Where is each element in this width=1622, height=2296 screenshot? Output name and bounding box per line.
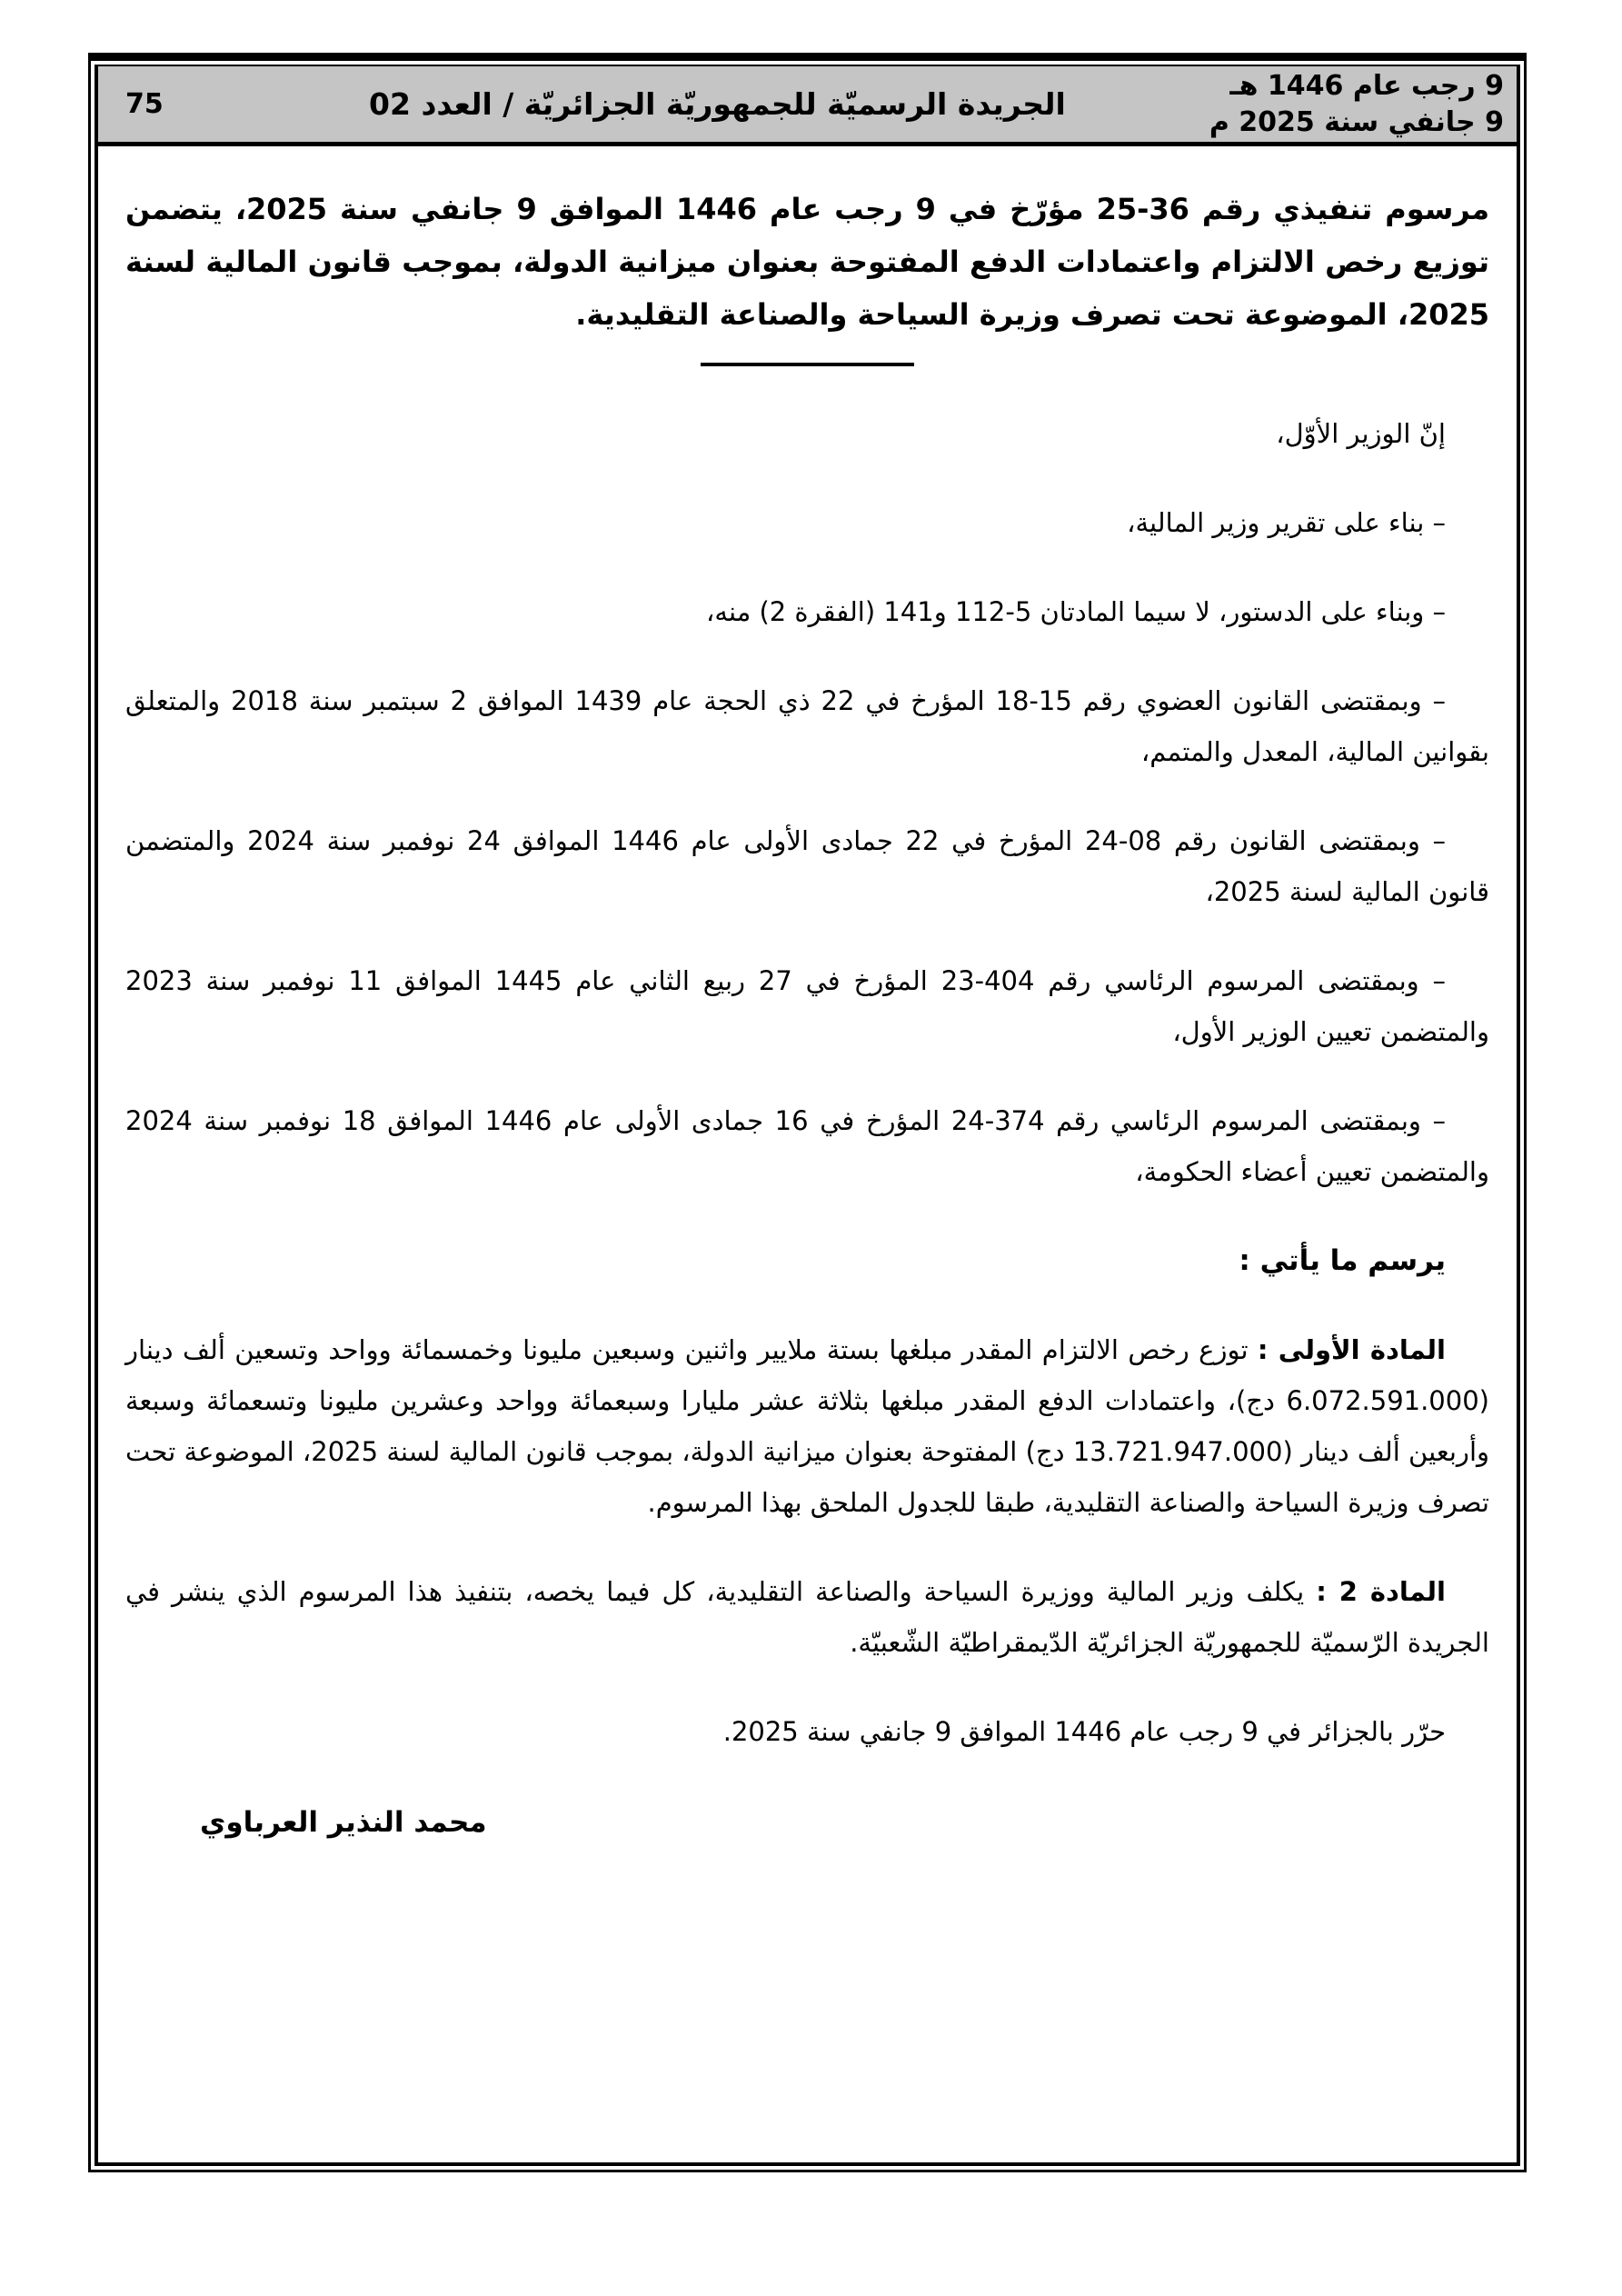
enactment-formula: يرسم ما يأتي :	[1239, 1244, 1446, 1277]
visa-clause: – بناء على تقرير وزير المالية،	[1127, 507, 1446, 538]
article-2-label: المادة 2 :	[1316, 1576, 1446, 1607]
gazette-header	[98, 66, 1517, 146]
section-divider	[701, 363, 914, 366]
decree-title: مرسوم تنفيذي رقم 36-25 مؤرّخ في 9 رجب عام 1446 الموافق 9 جانفي سنة 2025، يتضمن توزيع رخص الالتزام واعتمادات الدفع المفتوحة بعنوان ميزانية الدولة، بموجب قانون المالية لسنة 2025، الموضوعة تحت تصرف وزيرة السياحة والصناعة التقليدية.	[125, 192, 1490, 332]
page-frame	[88, 53, 1527, 2172]
visa-clause: – وبمقتضى المرسوم الرئاسي رقم 374-24 المؤرخ في 16 جمادى الأولى عام 1446 الموافق 18 نوفمبر سنة 2024 والمتضمن تعيين أعضاء الحكومة،	[125, 1105, 1489, 1187]
article-2-text: يكلف وزير المالية ووزيرة السياحة والصناعة التقليدية، كل فيما يخصه، بتنفيذ هذا المرسوم الذي ينشر في الجريدة الرّسميّة للجمهوريّة الجزائريّة الدّيمقراطيّة الشّعبيّة.	[125, 1576, 1489, 1658]
article-1	[125, 1324, 1489, 1528]
visa-clause: – وبمقتضى القانون رقم 08-24 المؤرخ في 22 جمادى الأولى عام 1446 الموافق 24 نوفمبر سنة 2024 والمتضمن قانون المالية لسنة 2025،	[125, 825, 1489, 907]
visa-clause: – وبناء على الدستور، لا سيما المادتان 5-112 و141 (الفقرة 2) منه،	[706, 596, 1446, 627]
article-1-label: المادة الأولى :	[1257, 1334, 1446, 1365]
preamble-intro: إنّ الوزير الأوّل،	[1276, 418, 1446, 449]
page-number: 75	[125, 88, 164, 120]
decree-body	[98, 146, 1517, 1848]
closing-line: حرّر بالجزائر في 9 رجب عام 1446 الموافق 9 جانفي سنة 2025.	[722, 1716, 1446, 1747]
article-2	[125, 1566, 1489, 1668]
signature: محمد النذير العرباوي	[200, 1806, 487, 1839]
date-gregorian: 9 جانفي سنة 2025 م	[1209, 105, 1504, 138]
journal-title: الجريدة الرسميّة للجمهوريّة الجزائريّة / العدد 02	[369, 86, 1066, 122]
issue-dates	[1209, 68, 1504, 141]
date-hijri: 9 رجب عام 1446 هـ	[1229, 69, 1504, 102]
visa-clause: – وبمقتضى المرسوم الرئاسي رقم 404-23 المؤرخ في 27 ربيع الثاني عام 1445 الموافق 11 نوفمبر سنة 2023 والمتضمن تعيين الوزير الأول،	[125, 965, 1489, 1047]
article-1-text: توزع رخص الالتزام المقدر مبلغها بستة ملايير واثنين وسبعين مليونا وخمسمائة وواحد وتسعين ألف دينار (6.072.591.000 دج)، واعتمادات الدفع المقدر مبلغها بثلاثة عشر مليارا وسبعمائة وواحد وعشرين مليونا وتسعمائة وسبعة وأربعين ألف دينار (13.721.947.000 دج) المفتوحة بعنوان ميزانية الدولة، بموجب قانون المالية لسنة 2025، الموضوعة تحت تصرف وزيرة السياحة والصناعة التقليدية، طبقا للجدول الملحق بهذا المرسوم.	[125, 1334, 1489, 1518]
page-frame-inner	[95, 65, 1520, 2166]
visa-clause: – وبمقتضى القانون العضوي رقم 15-18 المؤرخ في 22 ذي الحجة عام 1439 الموافق 2 سبتمبر سنة 2018 والمتعلق بقوانين المالية، المعدل والمتمم،	[125, 685, 1489, 767]
